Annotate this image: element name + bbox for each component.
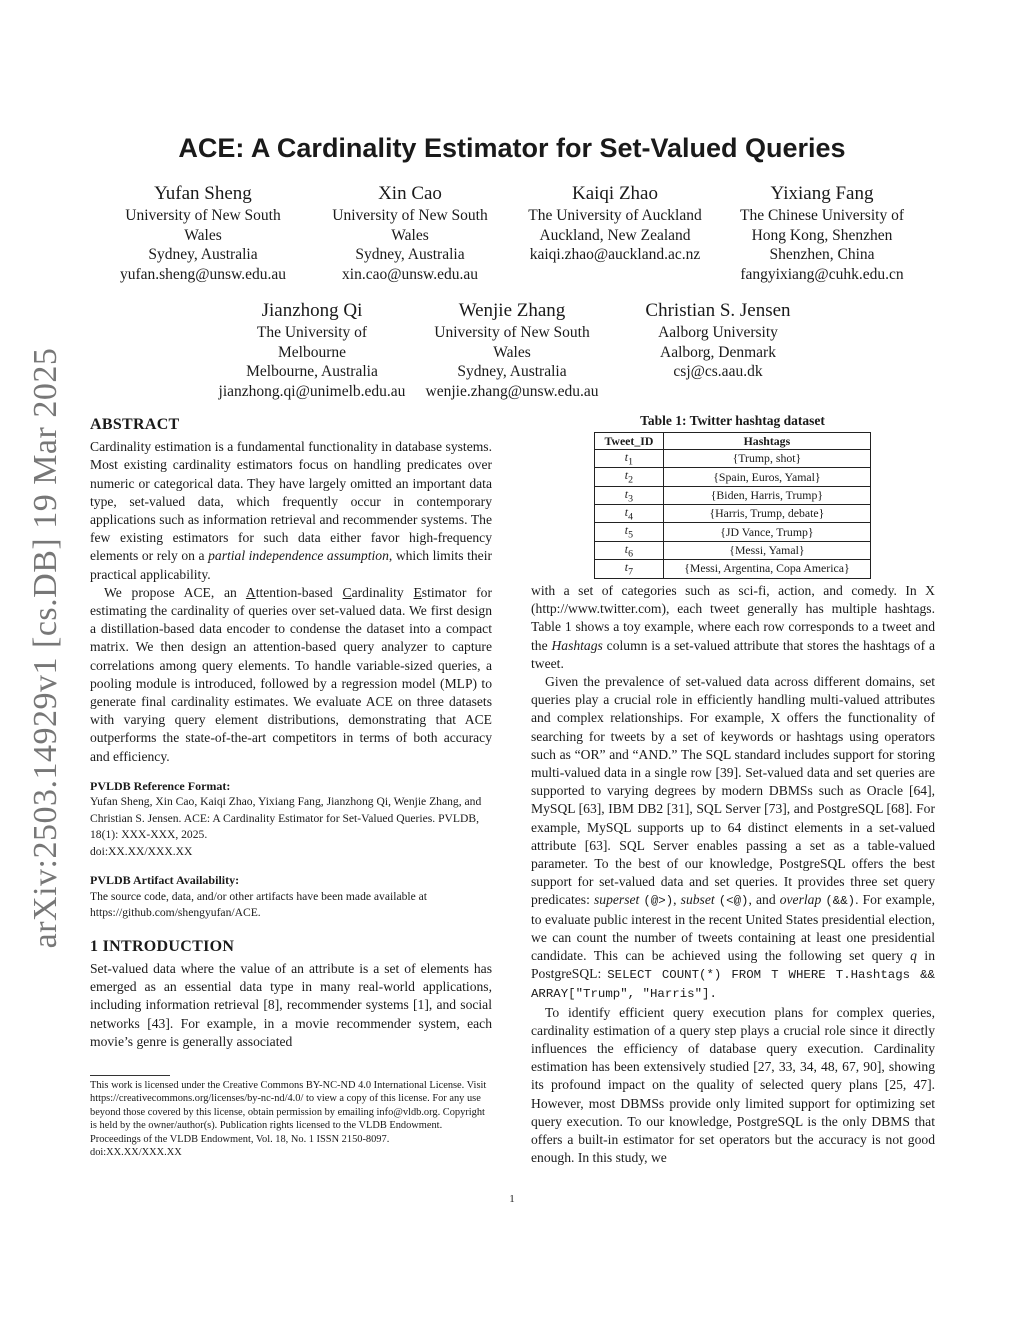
author-affiliation: Aalborg University <box>658 324 778 341</box>
column-header: Hashtags <box>663 433 870 450</box>
table-caption: Table 1: Twitter hashtag dataset <box>640 413 825 428</box>
author-affiliation: University of New South <box>125 207 281 224</box>
author-name: Wenjie Zhang <box>458 300 566 321</box>
author-email: kaiqi.zhao@auckland.ac.nz <box>529 246 701 263</box>
author-affiliation: University of New South <box>332 207 488 224</box>
author-affiliation: Melbourne <box>277 343 346 361</box>
author-block <box>208 299 416 401</box>
tweet-id-cell: $t_2$ <box>595 468 664 486</box>
author-affiliation: University of New South <box>434 324 590 341</box>
author-email: fangyixiang@cuhk.edu.cn <box>740 265 904 283</box>
tweet-id-cell: $t_4$ <box>595 505 664 523</box>
tweet-id-cell: $t_7$ <box>595 560 664 578</box>
footnote-rule <box>90 1075 170 1076</box>
reference-format-text: Yufan Sheng, Xin Cao, Kaiqi Zhao, Yixiang Fang, Jianzhong Qi, Wenjie Zhang, and Christian S. Jensen. ACE: A Cardinality Estimator for Set-Valued Queries. PVLDB, 18(1): XXX-XXX, 2025. <box>90 795 482 842</box>
author-name: Jianzhong Qi <box>261 300 363 321</box>
hashtags-cell: {Spain, Euros, Yamal} <box>663 468 870 486</box>
author-affiliation: Wales <box>493 343 531 361</box>
table-row <box>595 541 871 559</box>
table-row <box>595 505 871 523</box>
tweet-id-cell: $t_1$ <box>595 450 664 468</box>
author-block <box>620 299 816 382</box>
author-affiliation: Wales <box>184 226 222 244</box>
body-paragraph: Given the prevalence of set-valued data across different domains, set queries play a crucial role in efficiently handling multi-valued attributes and complex relationships. For example, X offers the functionality of searching for tweets by a set of keywords or hashtags using operators such as “OR” and “AND.” The SQL standard includes support for storing multi-valued data in a single row [39]. Set-valued data and set queries are supported to varying degrees by modern DBMSs such as Oracle [64], MySQL [63], IBM DB2 [31], SQL Server [73], and PostgreSQL [68]. For example, MySQL supports up to 64 distinct elements in a set-valued attribute [63]. SQL Server enables passing a set as a table-valued parameter. To the best of our knowledge, PostgreSQL offers the best support for set-valued data and set queries. It provides three set query predicates: superset (@>), subset (<@), and overlap (&&). For example, to evaluate public interest in the recent United States presidential election, we can count the number of tweets containing at least one presidential candidate. This can be achieved using the following set query q in PostgreSQL: SELECT COUNT(*) FROM T WHERE T.Hashtags && ARRAY["Trump", "Harris"]. <box>531 674 936 1002</box>
author-block <box>315 182 505 284</box>
table-row <box>595 450 871 468</box>
tweet-id-cell: $t_6$ <box>595 541 664 559</box>
hashtags-cell: {Messi, Yamal} <box>663 541 870 559</box>
author-block <box>416 299 608 401</box>
intro-paragraph: Set-valued data where the value of an attribute is a set of elements has emerged as an essential data type in many real-world applications, including information retrieval [8], recommender systems [1], and social networks [43]. For example, in a movie recommender system, each movie’s genre is generally associated <box>90 961 492 1049</box>
table-row <box>595 523 871 541</box>
author-email: wenjie.zhang@unsw.edu.au <box>425 382 599 400</box>
sql-query: SELECT COUNT(*) FROM T WHERE T.Hashtags && ARRAY["Trump", "Harris"]. <box>531 968 935 1002</box>
author-email: csj@cs.aau.dk <box>673 363 763 380</box>
author-location: Melbourne, Australia <box>246 363 378 380</box>
author-email: xin.cao@unsw.edu.au <box>342 265 478 283</box>
author-location: Shenzhen, China <box>769 246 875 263</box>
author-location: Aalborg, Denmark <box>660 343 776 361</box>
author-name: Xin Cao <box>378 183 442 204</box>
hashtags-cell: {Biden, Harris, Trump} <box>663 486 870 504</box>
intro-heading: 1 INTRODUCTION <box>90 937 235 955</box>
proceedings-text: Proceedings of the VLDB Endowment, Vol. 18, No. 1 ISSN 2150-8097. <box>90 1133 390 1145</box>
author-affiliation: Wales <box>391 226 429 244</box>
reference-format-heading: PVLDB Reference Format: <box>90 778 231 793</box>
author-location: Sydney, Australia <box>355 246 465 263</box>
author-location: Sydney, Australia <box>148 246 258 263</box>
author-location: Auckland, New Zealand <box>539 226 691 244</box>
abstract-paragraph: Cardinality estimation is a fundamental functionality in database systems. Most existing cardinality estimators focus on handling predicates over numeric or categorical data. They have largely omitted an important data type, set-valued data, which frequently occur in contemporary applications such as information retrieval and recommender systems. The few existing estimators for such data either favor high-frequency elements or rely on a partial independence assumption, which limits their practical applicability. <box>90 439 492 582</box>
author-email: yufan.sheng@unsw.edu.au <box>119 265 287 283</box>
artifact-heading: PVLDB Artifact Availability: <box>90 873 240 888</box>
hashtags-cell: {Trump, shot} <box>663 450 870 468</box>
hashtags-cell: {JD Vance, Trump} <box>663 523 870 541</box>
footnote-doi: doi:XX.XX/XXX.XX <box>90 1147 182 1159</box>
hashtags-cell: {Harris, Trump, debate} <box>663 505 870 523</box>
table-row <box>595 468 871 486</box>
author-name: Christian S. Jensen <box>645 300 791 321</box>
author-affiliation: Hong Kong, Shenzhen <box>751 226 893 244</box>
author-affiliation: The University of <box>256 324 368 341</box>
abstract-paragraph: We propose ACE, an Attention-based Cardinality Estimator for estimating the cardinality of queries over set-valued data. We first design a distillation-based data encoder to condense the dataset into a compact matrix. We then design an attention-based query analyzer to capture correlations among query elements. To handle variable-sized queries, a pooling module is introduced, followed by a regression model (MLP) to generate final cardinality estimates. We evaluate ACE on three datasets with varying query element distributions, demonstrating that ACE outperforms the state-of-the-art competitors in terms of both accuracy and efficiency. <box>90 584 492 764</box>
author-affiliation: The University of Auckland <box>528 207 702 224</box>
right-column <box>531 582 935 1168</box>
hashtag-table <box>594 432 871 579</box>
author-affiliation: The Chinese University of <box>739 207 904 224</box>
left-column <box>90 416 492 1051</box>
author-block <box>515 182 715 265</box>
table-row <box>595 486 871 504</box>
hashtags-cell: {Messi, Argentina, Copa America} <box>663 560 870 578</box>
page-number: 1 <box>509 1193 515 1205</box>
artifact-text: The source code, data, and/or other artifacts have been made available at https://github.com/shengyufan/ACE. <box>90 889 428 920</box>
author-location: Sydney, Australia <box>457 363 567 380</box>
paper-title: ACE: A Cardinality Estimator for Set-Valued Queries <box>178 133 846 163</box>
abstract-heading: ABSTRACT <box>90 416 180 433</box>
tweet-id-cell: $t_5$ <box>595 523 664 541</box>
license-text: This work is licensed under the Creative Commons BY-NC-ND 4.0 International License. Visit https://creativecommons.org/licenses/by-nc-nd/4.0/ to view a copy of this license. For any use beyond those covered by this license, obtain permission by emailing info@vldb.org. Copyright is held by the owner/author(s). Publication rights licensed to the VLDB Endowment. <box>90 1080 487 1132</box>
author-name: Yufan Sheng <box>154 183 252 204</box>
tweet-id-cell: $t_3$ <box>595 486 664 504</box>
body-paragraph: To identify efficient query execution plans for complex queries, cardinality estimation of a query step plays a crucial role since it directly influences the efficiency of database query execution. Cardinality estimation has been extensively studied [27, 33, 34, 48, 67, 90], showing its profound impact on the quality of selected query plans [25, 47]. However, most DBMSs provide only limited support for optimizing set query execution. To our knowledge, PostgreSQL is the only DBMS that offers a built-in estimator for set operators but the accuracy is not good enough. In this study, we <box>531 1004 935 1166</box>
author-name: Yixiang Fang <box>770 183 874 204</box>
author-block <box>108 182 298 284</box>
body-paragraph: with a set of categories such as sci-fi, action, and comedy. In X (http://www.twitter.com), each tweet generally has multiple hashtags. Table 1 shows a toy example, where each row corresponds to a tweet and the Hashtags column is a set-valued attribute that stores the hashtags of a tweet. <box>531 583 935 671</box>
footnote <box>90 1079 492 1159</box>
author-name: Kaiqi Zhao <box>571 183 658 204</box>
table-header-row <box>595 433 871 450</box>
column-header: Tweet_ID <box>595 433 664 450</box>
author-block <box>722 182 922 284</box>
reference-format-doi: doi:XX.XX/XXX.XX <box>90 844 193 858</box>
artifact-availability <box>90 872 492 922</box>
table-row <box>595 560 871 578</box>
author-email: jianzhong.qi@unimelb.edu.au <box>218 382 406 400</box>
reference-format <box>90 778 492 861</box>
